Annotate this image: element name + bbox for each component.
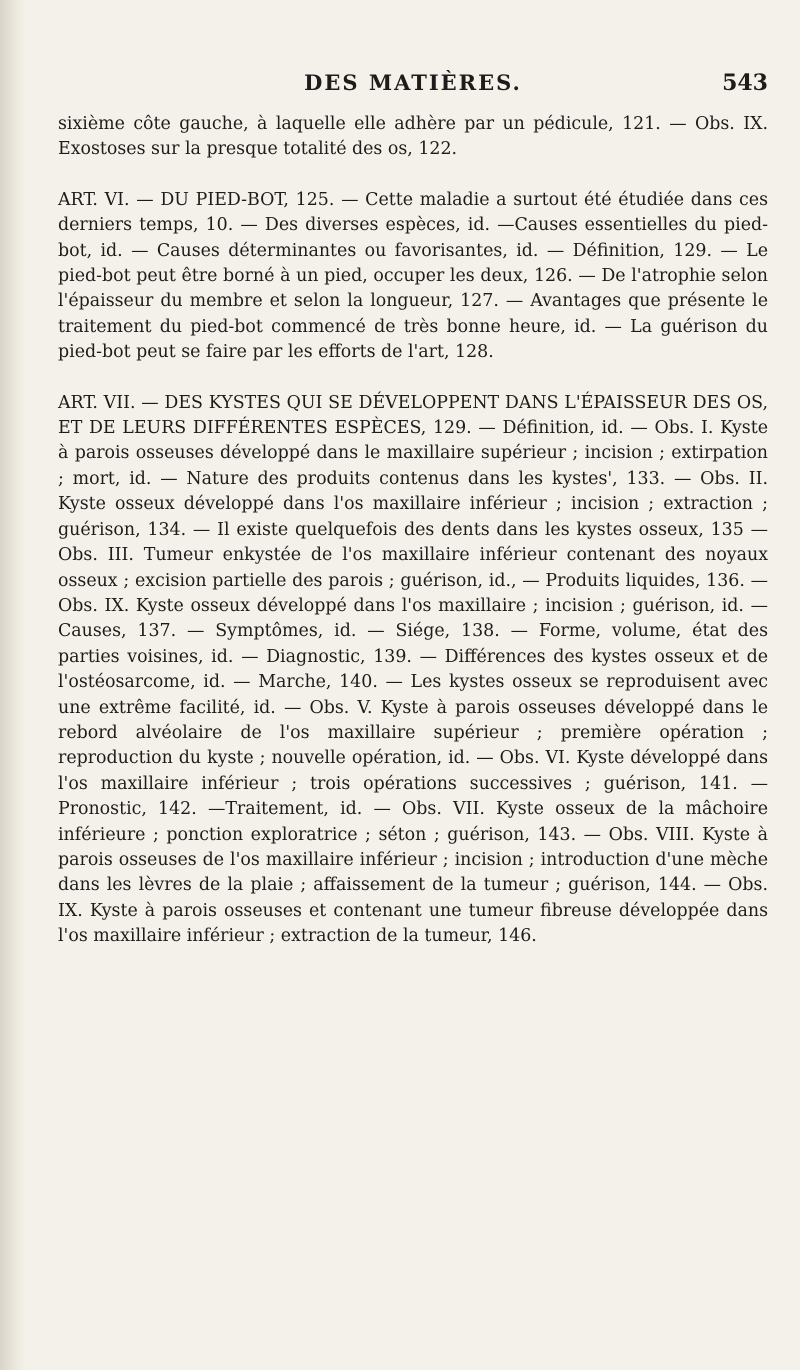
index-entry-article-vi: ART. VI. — DU PIED-BOT, 125. — Cette maladie a surtout été étudiée dans ces derniers temps, 10. — Des diverses espèces, id. —Causes essentielles du pied-bot, id. — Causes déterminantes ou favorisantes, id. — Définition, 129. — Le pied-bot peut être borné à un pied, occuper les deux, 126. — De l'atrophie selon l'épaisseur du membre et selon la longueur, 127. — Avantages que présente le traitement du pied-bot commencé de très bonne heure, id. — La guérison du pied-bot peut se faire par les efforts de l'art, 128. bbox=[58, 189, 768, 363]
book-binding-shadow bbox=[0, 0, 26, 1370]
running-title: DES MATIÈRES. bbox=[304, 70, 522, 95]
page-header bbox=[58, 70, 768, 104]
book-page bbox=[58, 70, 768, 950]
page-number: 543 bbox=[722, 70, 768, 96]
index-entry-article-vii: ART. VII. — DES KYSTES QUI SE DÉVELOPPENT DANS L'ÉPAISSEUR DES OS, ET DE LEURS DIFFÉRENTES ESPÈCES, 129. — Définition, id. — Obs. I. Kyste à parois osseuses développé dans le maxillaire supérieur ; incision ; extirpation ; mort, id. — Nature des produits contenus dans les kystes', 133. — Obs. II. Kyste osseux développé dans l'os maxillaire inférieur ; incision ; extraction ; guérison, 134. — Il existe quelquefois des dents dans les kystes osseux, 135 — Obs. III. Tumeur enkystée de l'os maxillaire inférieur contenant des noyaux osseux ; excision partielle des parois ; guérison, id., — Produits liquides, 136. — Obs. IX. Kyste osseux développé dans l'os maxillaire ; incision ; guérison, id. — Causes, 137. — Symptômes, id. — Siége, 138. — Forme, volume, état des parties voisines, id. — Diagnostic, 139. — Différences des kystes osseux et de l'ostéosarcome, id. — Marche, 140. — Les kystes osseux se reproduisent avec une extrême facilité, id. — Obs. V. Kyste à parois osseuses développé dans le rebord alvéolaire de l'os maxillaire supérieur ; première opération ; reproduction du kyste ; nouvelle opération, id. — Obs. VI. Kyste développé dans l'os maxillaire inférieur ; trois opérations successives ; guérison, 141. — Pronostic, 142. —Traitement, id. — Obs. VII. Kyste osseux de la mâchoire inférieure ; ponction exploratrice ; séton ; guérison, 143. — Obs. VIII. Kyste à parois osseuses de l'os maxillaire inférieur ; incision ; introduction d'une mèche dans les lèvres de la plaie ; affaissement de la tumeur ; guérison, 144. — Obs. IX. Kyste à parois osseuses et contenant une tumeur fibreuse développée dans l'os maxillaire inférieur ; extraction de la tumeur, 146. bbox=[58, 392, 768, 947]
index-entry-continuation: sixième côte gauche, à laquelle elle adhère par un pédicule, 121. — Obs. IX. Exostoses sur la presque totalité des os, 122. bbox=[58, 114, 768, 160]
